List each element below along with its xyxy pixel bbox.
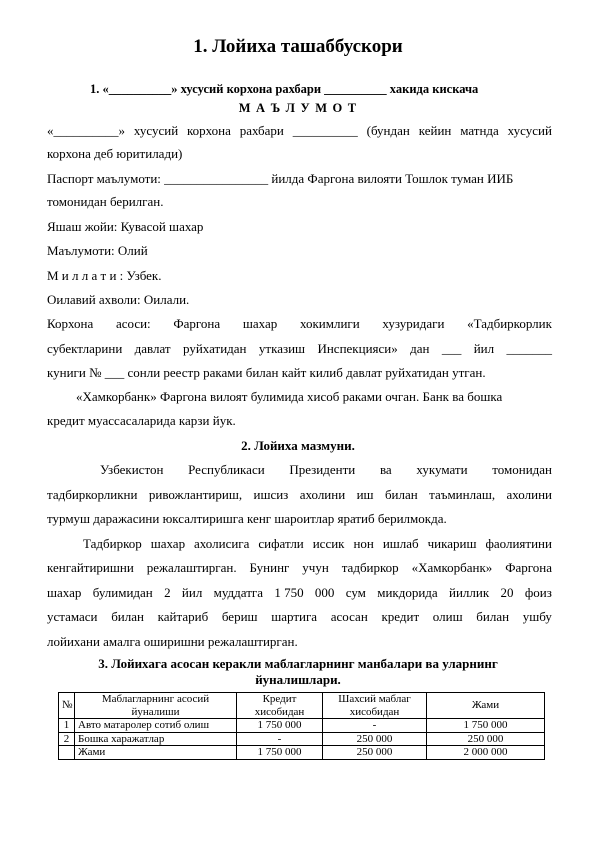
nationality-line: М и л л а т и : Узбек. xyxy=(47,268,162,283)
word: Узбекистон xyxy=(100,462,164,477)
word: бериш xyxy=(221,609,258,624)
word: Тадбиркор xyxy=(83,536,142,551)
word: ахолини xyxy=(299,487,346,502)
intro-line-2: корхона деб юритилади) xyxy=(47,146,183,161)
word: «Тадбиркорлик xyxy=(467,316,552,331)
word: руйхатидан xyxy=(182,341,247,356)
word: тадбиркор xyxy=(341,560,399,575)
s2-p2-line-3 xyxy=(47,585,552,601)
word: матнда xyxy=(460,123,499,138)
word: корхона xyxy=(187,123,231,138)
header-credit: Кредит хисобидан xyxy=(237,693,323,719)
word: (бундан xyxy=(366,123,410,138)
initiator-subtitle: 1. «__________» хусусий корхона рахбари __________ хакида киcкача xyxy=(90,82,479,96)
word: утказиш xyxy=(258,341,306,356)
word: ишлаб xyxy=(382,536,419,551)
word: томонидан xyxy=(492,462,552,477)
cell: 250 000 xyxy=(427,732,545,746)
bank-line-1: «Хамкорбанк» Фаргона вилоят булимида хисоб раками очган. Банк ва бошка xyxy=(76,389,503,404)
word: фаолиятини xyxy=(485,536,552,551)
word: ахолисига xyxy=(194,536,250,551)
word: хусусий xyxy=(507,123,552,138)
word: кейин xyxy=(418,123,452,138)
section-2-title: 2. Лойиха мазмуни. xyxy=(241,438,355,453)
cell: - xyxy=(237,732,323,746)
word: шахар xyxy=(47,585,82,600)
word: билан xyxy=(384,487,418,502)
cell: Жами xyxy=(75,746,237,760)
intro-line-1 xyxy=(47,123,552,139)
word: сифатли xyxy=(258,536,304,551)
word: олиш xyxy=(432,609,463,624)
cell: Авто матаролер сотиб олиш xyxy=(75,719,237,733)
word: 20 xyxy=(500,585,514,600)
bank-line-2: кредит муассасаларида карзи йук. xyxy=(47,413,236,428)
word: шахар xyxy=(242,316,278,331)
word: _______ xyxy=(506,341,552,356)
word: хукумати xyxy=(416,462,468,477)
residence-line: Яшаш жойи: Кувасой шахар xyxy=(47,219,204,234)
cell: 2 xyxy=(59,732,75,746)
registration-line-2 xyxy=(47,341,552,357)
word: шартига xyxy=(271,609,318,624)
word: режалаштирган. xyxy=(146,560,237,575)
table-row xyxy=(59,732,545,746)
word: шахар xyxy=(150,536,186,551)
registration-line-3: куниги № ___ сонли реестр раками билан кайт килиб давлат руйхатидан утган. xyxy=(47,365,486,380)
cell: - xyxy=(323,719,427,733)
word: кайтариб xyxy=(157,609,209,624)
word: ва xyxy=(379,462,392,477)
word: билан xyxy=(476,609,510,624)
word: иссик xyxy=(312,536,345,551)
table-row xyxy=(59,719,545,733)
s2-p1-line-3: турмуш даражасини юксалтиришга кенг шароитлар яратиб берилмокда. xyxy=(47,511,447,526)
registration-line-1 xyxy=(47,316,552,332)
cell xyxy=(59,746,75,760)
word: устамаси xyxy=(47,609,98,624)
word: хусусий xyxy=(133,123,179,138)
word: кенгайтиришни xyxy=(47,560,134,575)
cell: 1 750 000 xyxy=(427,719,545,733)
word: хокимлиги xyxy=(299,316,360,331)
cell: 2 000 000 xyxy=(427,746,545,760)
word: йил xyxy=(181,585,203,600)
s2-p2-line-2 xyxy=(47,560,552,576)
word: Фаргона xyxy=(505,560,552,575)
cell: Бошка харажатлар xyxy=(75,732,237,746)
passport-line-2: томонидан берилган. xyxy=(47,194,164,209)
word: ___ xyxy=(441,341,462,356)
word: учун xyxy=(302,560,329,575)
table-row-total xyxy=(59,746,545,760)
word: давлат xyxy=(134,341,171,356)
info-caption: М А Ъ Л У М О Т xyxy=(238,101,358,115)
family-line: Оилавий ахволи: Оилали. xyxy=(47,292,190,307)
word: «Хамкорбанк» xyxy=(411,560,493,575)
s2-p1-line-1 xyxy=(100,462,552,478)
word: нон xyxy=(353,536,374,551)
cell: 250 000 xyxy=(323,746,427,760)
word: Республикаси xyxy=(188,462,265,477)
word: субектларини xyxy=(47,341,123,356)
word: Бунинг xyxy=(249,560,290,575)
word: ишсиз xyxy=(253,487,289,502)
word: муддатга xyxy=(213,585,263,600)
s2-p2-line-4 xyxy=(47,609,552,625)
cell: 250 000 xyxy=(323,732,427,746)
word: сум xyxy=(345,585,366,600)
cell: 1 xyxy=(59,719,75,733)
cell: 1 750 000 xyxy=(237,719,323,733)
s2-p2-line-1 xyxy=(83,536,552,552)
word: йил xyxy=(473,341,495,356)
word: хузуридаги xyxy=(382,316,445,331)
education-line: Маълумоти: Олий xyxy=(47,243,148,258)
word: Президенти xyxy=(289,462,356,477)
word: рахбари xyxy=(239,123,284,138)
word: Фаргона xyxy=(173,316,221,331)
word: дан xyxy=(410,341,430,356)
word: __________ xyxy=(292,123,358,138)
word: асосан xyxy=(330,609,368,624)
header-own-funds: Шахсий маблаг хисобидан xyxy=(323,693,427,719)
word: 000 xyxy=(314,585,335,600)
word: Корхона xyxy=(47,316,94,331)
word: Инспекцияси» xyxy=(317,341,398,356)
word: 1 750 xyxy=(274,585,304,600)
section-3-title-line-1: 3. Лойихага асосан керакли маблагларнинг манбалари ва уларнинг xyxy=(98,656,498,671)
word: ривожлантириш, xyxy=(148,487,243,502)
word: чикариш xyxy=(427,536,477,551)
header-direction: Маблагларнинг асосий йуналиши xyxy=(75,693,237,719)
header-total: Жами xyxy=(427,693,545,719)
page-title: 1. Лойиха ташаббускори xyxy=(193,36,403,57)
word: кредит xyxy=(381,609,420,624)
s2-p2-line-5: лойихани амалга оширишни режалаштирган. xyxy=(47,634,298,649)
word: «__________» xyxy=(47,123,125,138)
table-header-row xyxy=(59,693,545,719)
word: фоиз xyxy=(524,585,552,600)
s2-p1-line-2 xyxy=(47,487,552,503)
word: ахолини xyxy=(506,487,552,502)
word: ушбу xyxy=(522,609,552,624)
word: булимидан xyxy=(92,585,153,600)
passport-line-1: Паспорт маълумоти: ________________ йилда Фаргона вилояти Тошлок туман ИИБ xyxy=(47,171,514,186)
word: билан xyxy=(111,609,144,624)
cell: 1 750 000 xyxy=(237,746,323,760)
word: асоси: xyxy=(115,316,151,331)
word: микдорида xyxy=(377,585,438,600)
header-number: № xyxy=(59,693,75,719)
section-3-title-line-2: йуналишлари. xyxy=(255,672,341,687)
word: таъминлаш, xyxy=(429,487,496,502)
funding-table xyxy=(58,692,545,760)
word: йиллик xyxy=(449,585,490,600)
word: тадбиркорликни xyxy=(47,487,138,502)
word: 2 xyxy=(164,585,171,600)
word: иш xyxy=(356,487,374,502)
